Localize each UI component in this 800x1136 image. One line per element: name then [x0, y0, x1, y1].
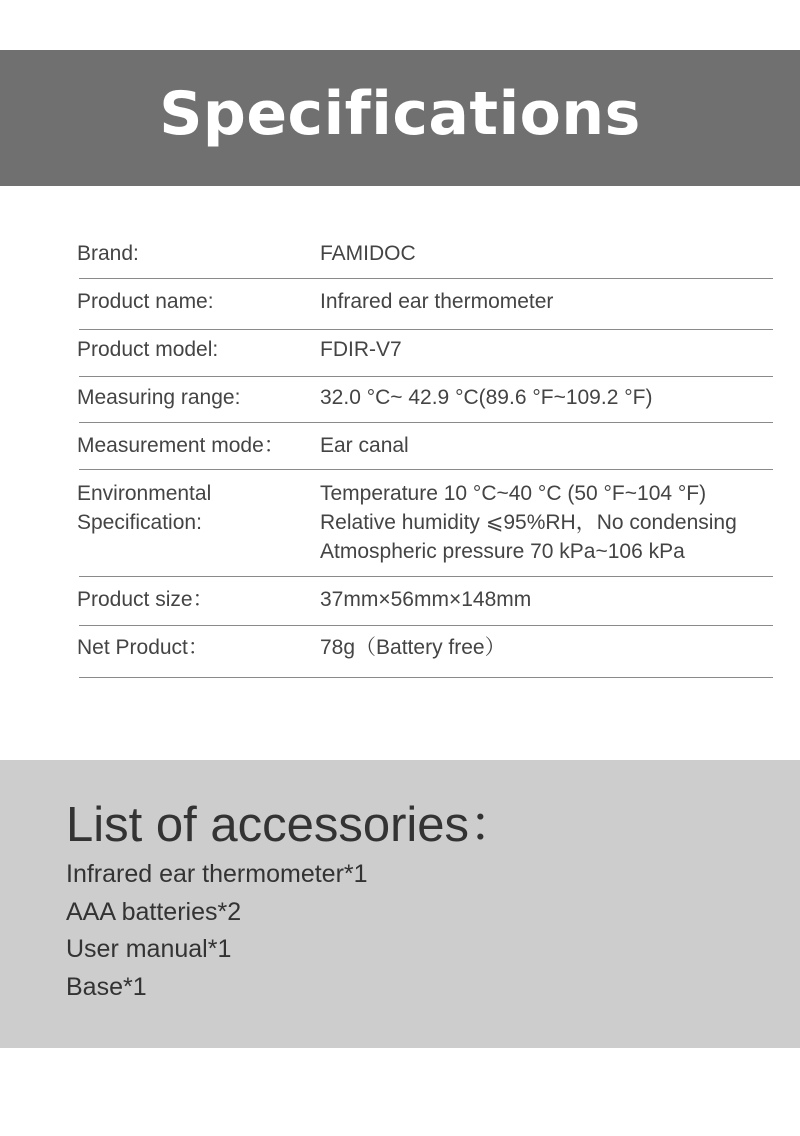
spec-value — [320, 239, 790, 268]
spec-value-line: Relative humidity ⩽95%RH，No condensing — [320, 511, 737, 534]
spec-value — [320, 479, 790, 566]
row-divider — [79, 576, 773, 577]
header-band — [0, 50, 800, 186]
list-item: Base*1 — [66, 972, 147, 1001]
spec-label: Product name: — [77, 290, 214, 313]
spec-value-line: FAMIDOC — [320, 242, 416, 265]
spec-value — [320, 633, 790, 662]
accessories-section — [0, 760, 800, 1048]
row-divider — [79, 278, 773, 279]
spec-value-line: 32.0 °C~ 42.9 °C(89.6 °F~109.2 °F) — [320, 386, 653, 409]
spec-value — [320, 585, 790, 614]
spec-value — [320, 383, 790, 412]
spec-label: Environmental Specification: — [77, 482, 212, 534]
spec-value-line: FDIR-V7 — [320, 338, 402, 361]
spec-label: Product size： — [77, 588, 214, 611]
spec-value-line: 37mm×56mm×148mm — [320, 588, 532, 611]
list-item: User manual*1 — [66, 935, 232, 963]
spec-value — [320, 287, 790, 316]
spec-value-line: Atmospheric pressure 70 kPa~106 kPa — [320, 540, 685, 563]
row-divider — [79, 329, 773, 330]
row-divider — [79, 625, 773, 626]
spec-label: Brand: — [77, 242, 139, 265]
spec-value — [320, 431, 790, 460]
row-divider — [79, 677, 773, 678]
spec-label: Product model: — [77, 338, 219, 361]
page-title: Specifications — [159, 79, 641, 149]
spec-value — [320, 335, 790, 364]
spec-label: Measuring range: — [77, 386, 241, 409]
spec-value-line: Temperature 10 °C~40 °C (50 °F~104 °F) — [320, 482, 707, 505]
list-item: AAA batteries*2 — [66, 897, 242, 926]
accessories-title: List of accessories： — [66, 798, 519, 852]
spec-label: Measurement mode： — [77, 434, 285, 457]
spec-value-line: Ear canal — [320, 434, 409, 457]
row-divider — [79, 422, 773, 423]
list-item: Infrared ear thermometer*1 — [66, 860, 368, 888]
spec-label: Net Product： — [77, 636, 209, 659]
accessories-list — [66, 856, 368, 1006]
row-divider — [79, 469, 773, 470]
spec-value-line: Infrared ear thermometer — [320, 290, 554, 313]
row-divider — [79, 376, 773, 377]
spec-value-line: 78g（Battery free） — [320, 636, 506, 659]
